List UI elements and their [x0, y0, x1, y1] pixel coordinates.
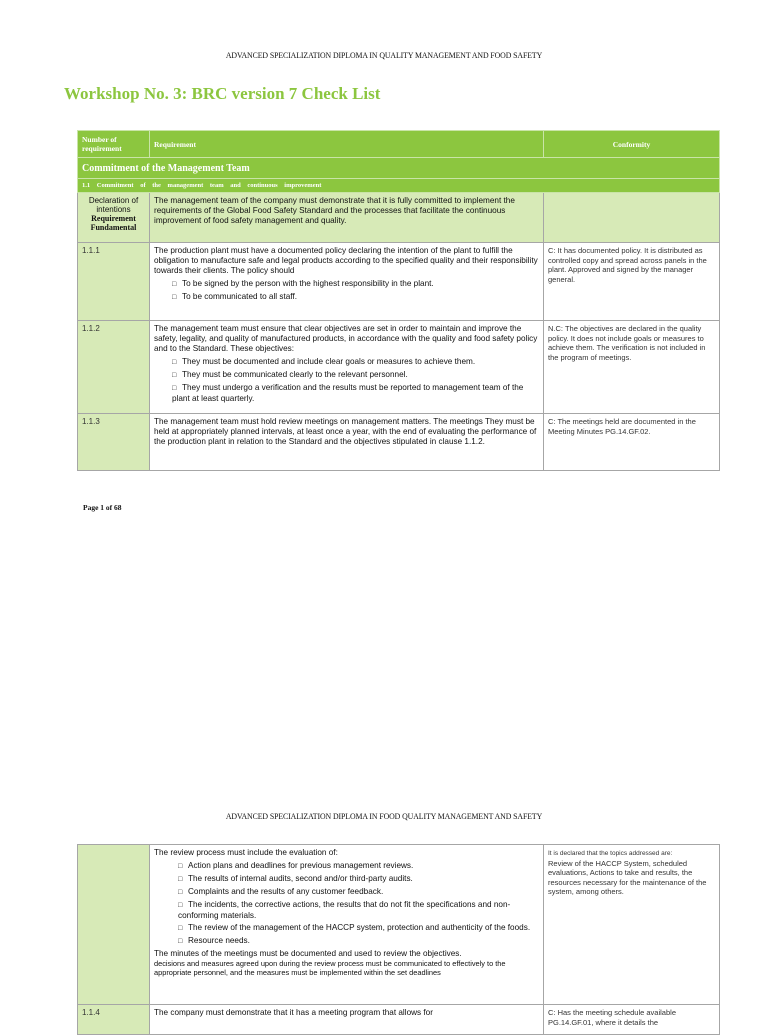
conformity-body: Review of the HACCP System, scheduled evaluations, Actions to take and results, the resources necessary for the maintenance of the system, among others. [548, 858, 707, 896]
bullet-item: □ They must be documented and include clear goals or measures to achieve them. [172, 357, 539, 368]
requirement-number: 1.1.3 [78, 414, 150, 471]
table-row [78, 414, 720, 471]
subsection-row [78, 179, 720, 193]
bullet-item: □ The results of internal audits, second and/or third-party audits. [178, 874, 539, 885]
fundamental-label1: Declaration of intentions [88, 196, 139, 214]
requirement-intro: The production plant must have a documented policy declaring the intention of the plant to fulfill the obligation to manufacture safe and legal products according to the specified quality and their responsibility towards their clients. The policy should [154, 246, 538, 275]
bullet-item: □ The incidents, the corrective actions, the results that do not fit the specifications and non-conforming materials. [178, 900, 539, 921]
requirement-number: 1.1.2 [78, 321, 150, 414]
header-requirement: Requirement [150, 131, 544, 158]
conformity-text: N.C: The objectives are declared in the quality policy. It does not include goals or measures to achieve them. The verification is not included in the program of meetings. [544, 321, 720, 414]
subsection-title: 1.1 Commitment of the management team and continuous improvement [78, 179, 720, 193]
table-row [78, 243, 720, 321]
requirement-intro: The management team must ensure that clear objectives are set in order to maintain and improve the safety, legality, and quality of manufactured products, in accordance with the quality and food safety policy and to the Standard. These objectives: [154, 324, 538, 353]
conformity-text: C: Has the meeting schedule available PG.14.GF.01, where it details the [544, 1005, 720, 1035]
requirement-bullets [154, 357, 539, 404]
bullet-item: □ The review of the management of the HACCP system, protection and authenticity of the foods. [178, 923, 539, 934]
page-header: ADVANCED SPECIALIZATION DIPLOMA IN FOOD QUALITY MANAGEMENT AND SAFETY [225, 811, 543, 821]
conformity-text: C: The meetings held are documented in the Meeting Minutes PG.14.GF.02. [544, 414, 720, 471]
fundamental-label2: Requirement Fundamental [90, 214, 137, 232]
page-footer: Page 1 of 68 [83, 503, 122, 512]
requirement-number [78, 845, 150, 1005]
requirement-text [150, 845, 544, 1005]
fundamental-conformity [544, 193, 720, 243]
header-number: Number of requirement [78, 131, 150, 158]
fundamental-label [78, 193, 150, 243]
requirement-bullets [154, 279, 539, 303]
requirement-number: 1.1.4 [78, 1005, 150, 1035]
requirement-closing: decisions and measures agreed upon during the review process must be communicated to effectively to the appropriate personnel, and the measures must be implemented within the set deadlines [154, 959, 506, 977]
bullet-item: □ They must be communicated clearly to the relevant personnel. [172, 370, 539, 381]
requirement-text [150, 414, 544, 471]
checklist-table [77, 130, 720, 471]
conformity-lead: It is declared that the topics addressed are: [548, 850, 673, 857]
conformity-text: C: It has documented policy. It is distributed as controlled copy and spread across panels in the plant. Approved and signed by the manager general. [544, 243, 720, 321]
requirement-text: The company must demonstrate that it has a meeting program that allows for [150, 1005, 544, 1035]
table-header-row [78, 131, 720, 158]
requirement-number: 1.1.1 [78, 243, 150, 321]
bullet-item: □ Complaints and the results of any customer feedback. [178, 887, 539, 898]
bullet-item: □ To be signed by the person with the highest responsibility in the plant. [172, 279, 539, 290]
requirement-closing: The minutes of the meetings must be documented and used to review the objectives. [154, 949, 462, 958]
section-title: Commitment of the Management Team [78, 158, 720, 179]
table-row [78, 845, 720, 1005]
requirement-bullets [154, 861, 539, 947]
requirement-intro: The management team must hold review meetings on management matters. The meetings They must be held at appropriately planned intervals, at least once a year, with the end of evaluating the performance of the production plant in relation to the Standard and the objectives stipulated in clause 1.1.2. [154, 417, 537, 446]
fundamental-text: The management team of the company must demonstrate that it is fully committed to implement the requirements of the Global Food Safety Standard and the processes that facilitate the continuous improvement of food safety management and quality. [150, 193, 544, 243]
requirement-text [150, 243, 544, 321]
conformity-text [544, 845, 720, 1005]
page-header: ADVANCED SPECIALIZATION DIPLOMA IN QUALITY MANAGEMENT AND FOOD SAFETY [225, 50, 543, 60]
bullet-item: □ Action plans and deadlines for previous management reviews. [178, 861, 539, 872]
requirement-intro: The review process must include the evaluation of: [154, 848, 338, 857]
requirement-text [150, 321, 544, 414]
bullet-item: □ Resource needs. [178, 936, 539, 947]
table-row [78, 321, 720, 414]
checklist-table-continued [77, 844, 720, 1035]
header-conformity: Conformity [544, 131, 720, 158]
section-row [78, 158, 720, 179]
bullet-item: □ They must undergo a verification and the results must be reported to management team of the plant at least quarterly. [172, 383, 539, 404]
fundamental-row [78, 193, 720, 243]
table-row [78, 1005, 720, 1035]
document-title: Workshop No. 3: BRC version 7 Check List [64, 84, 381, 103]
bullet-item: □ To be communicated to all staff. [172, 292, 539, 303]
